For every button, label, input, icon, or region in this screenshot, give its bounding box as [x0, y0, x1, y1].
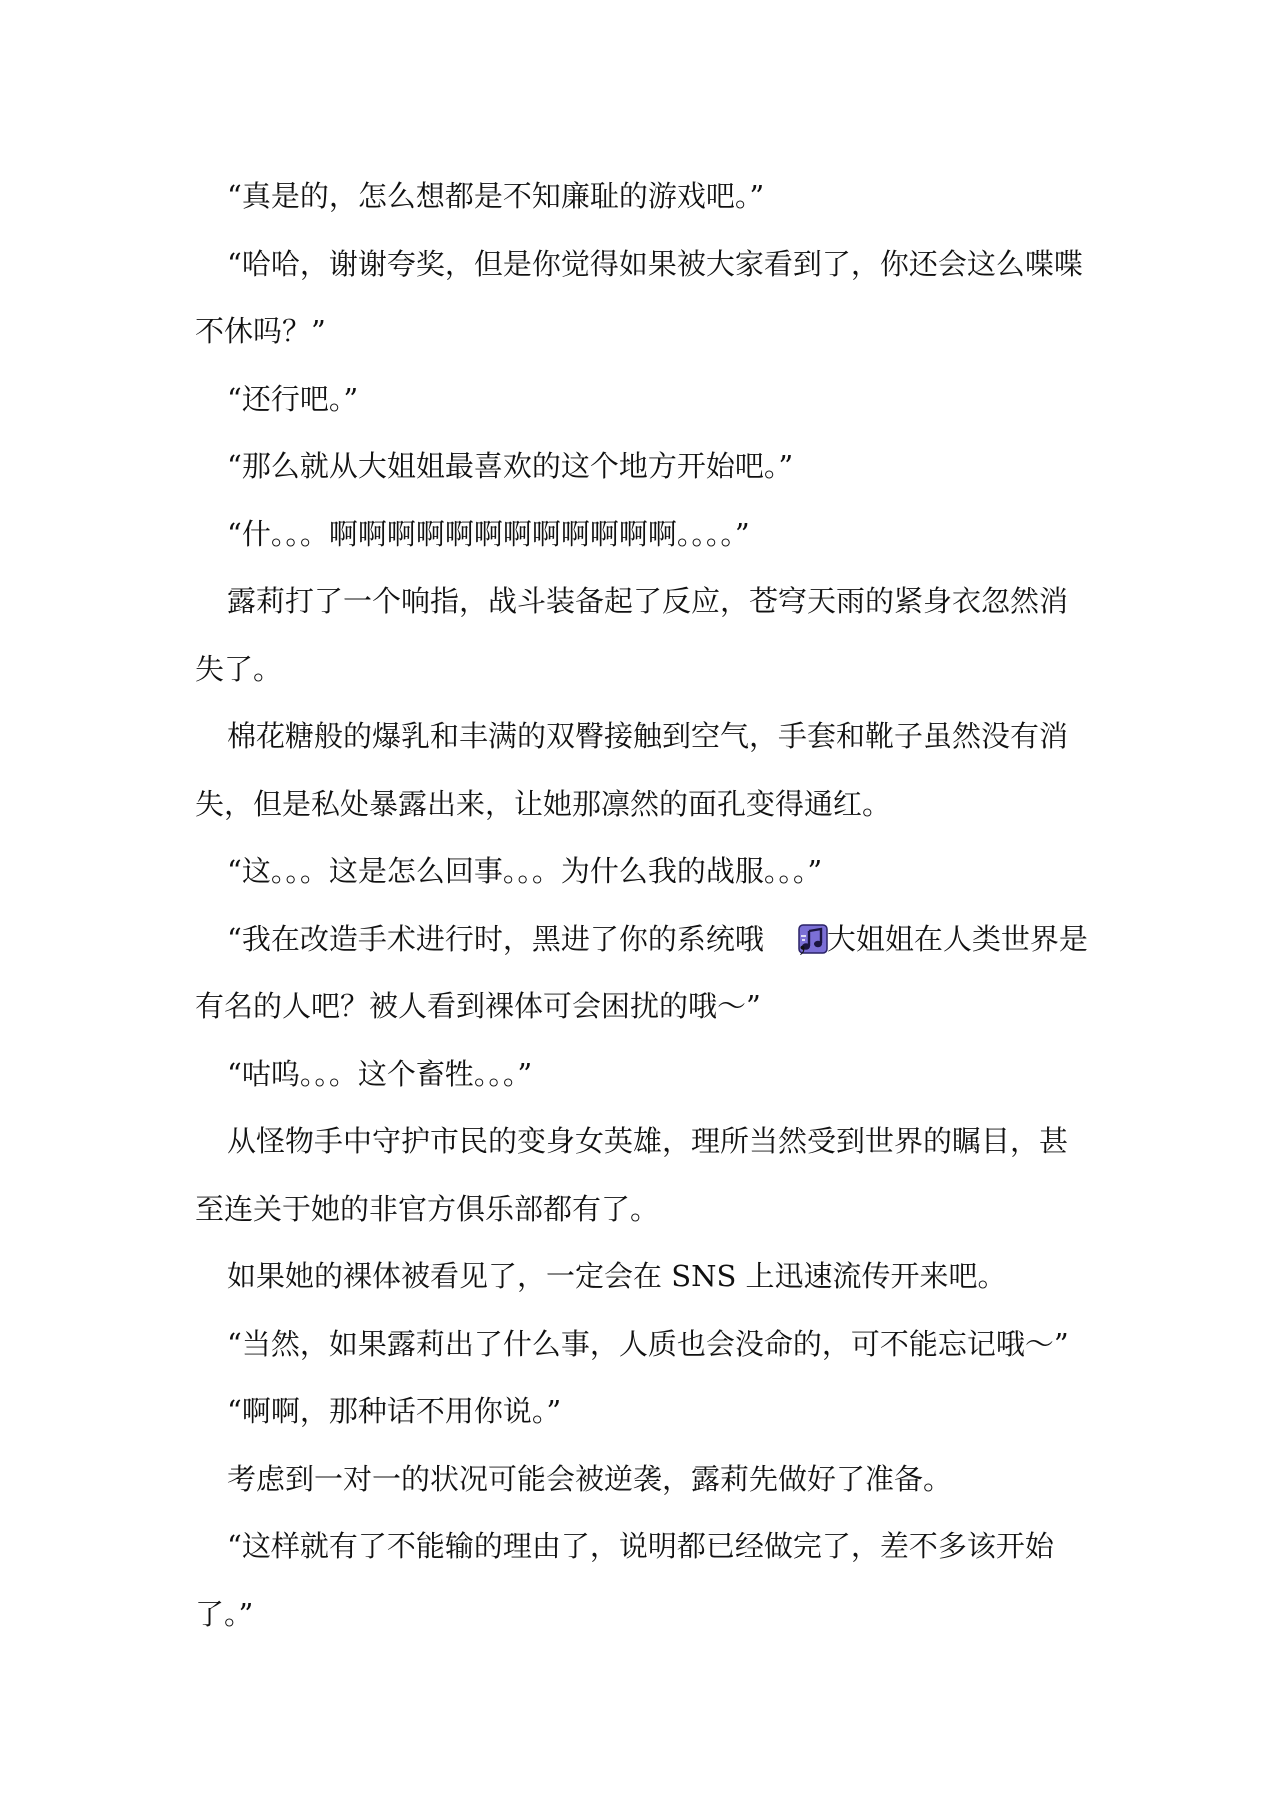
paragraph: 露莉打了一个响指，战斗装备起了反应，苍穹天雨的紧身衣忽然消失了。: [195, 584, 1069, 686]
paragraph: “那么就从大姐姐最喜欢的这个地方开始吧。”: [227, 449, 794, 483]
paragraph: 棉花糖般的爆乳和丰满的双臀接触到空气，手套和靴子虽然没有消失，但是私处暴露出来，让她那凛然的面孔变得通红。: [195, 719, 1069, 821]
music-note-emoji-icon: [766, 911, 796, 941]
paragraph: “这样就有了不能输的理由了，说明都已经做完了，差不多该开始了。”: [195, 1529, 1054, 1631]
paragraph: 如果她的裸体被看见了，一定会在 SNS 上迅速流传开来吧。: [227, 1259, 1007, 1293]
novel-text-body: [195, 163, 1095, 1648]
paragraph-with-emoji: [195, 906, 1095, 1041]
paragraph: 考虑到一对一的状况可能会被逆袭，露莉先做好了准备。: [227, 1461, 953, 1496]
paragraph: “什。。。啊啊啊啊啊啊啊啊啊啊啊啊。。。。”: [227, 516, 750, 551]
paragraph-text-after: ，大姐姐在人类世界是有名的人吧？被人看到裸体可会困扰的哦～”: [195, 921, 1088, 1023]
paragraph: “啊啊，那种话不用你说。”: [227, 1394, 562, 1428]
paragraph: 从怪物手中守护市民的变身女英雄，理所当然受到世界的瞩目，甚至连关于她的非官方俱乐部都有了。: [195, 1124, 1069, 1226]
paragraph: “真是的，怎么想都是不知廉耻的游戏吧。”: [227, 179, 765, 213]
paragraph-text-before: “我在改造手术进行时，黑进了你的系统哦: [227, 921, 764, 956]
paragraph: “这。。。这是怎么回事。。。为什么我的战服。。。”: [227, 854, 823, 888]
paragraph: “还行吧。”: [227, 381, 359, 416]
paragraph: “咕呜。。。这个畜牲。。。”: [227, 1056, 533, 1091]
paragraph: “哈哈，谢谢夸奖，但是你觉得如果被大家看到了，你还会这么喋喋不休吗？”: [195, 246, 1083, 348]
paragraph: “当然，如果露莉出了什么事，人质也会没命的，可不能忘记哦～”: [227, 1326, 1069, 1361]
